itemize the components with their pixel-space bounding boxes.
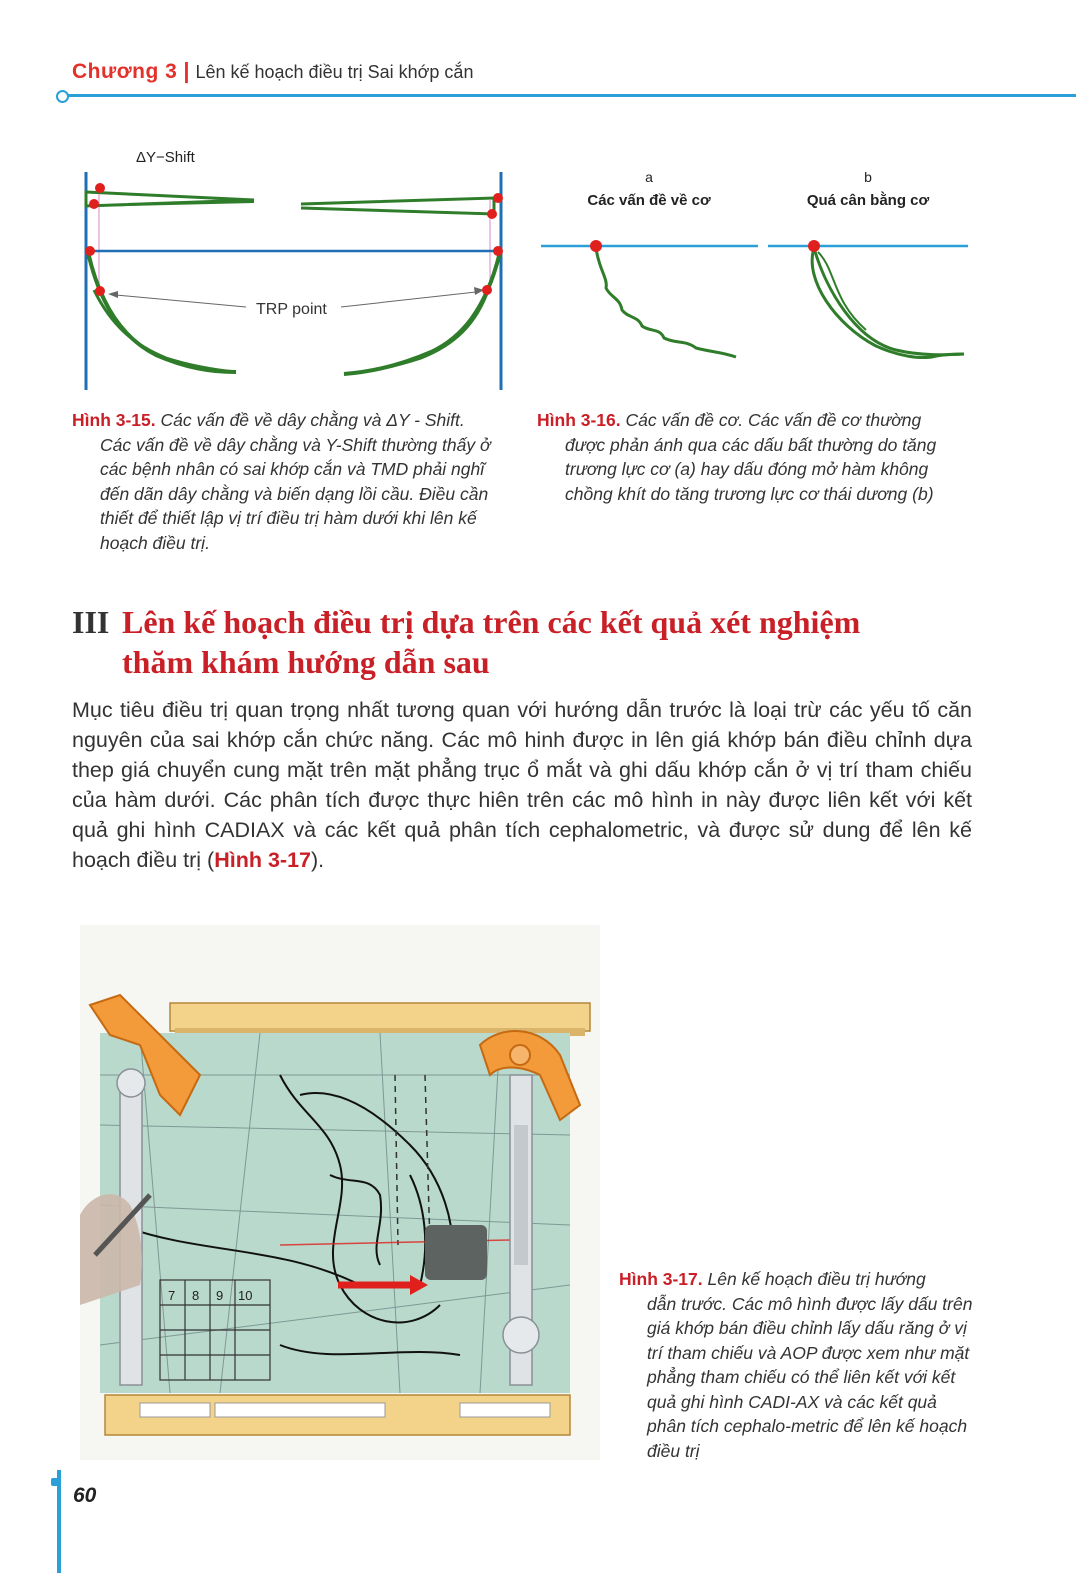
section-heading-line2: thăm khám hướng dẫn sau [122,644,490,680]
caption-figure-3-17 [619,1267,973,1463]
page-edge-dot [51,1478,59,1486]
section-heading-line1: Lên kế hoạch điều trị dựa trên các kết quả xét nghiệm [122,604,861,640]
caption-body: dẫn trước. Các mô hình được lấy dấu trên giá khớp bán điều chỉnh lấy dấu răng ở vị trí tham chiếu và AOP được xem như mặt phẳng tham chiếu có thể liên kết với kết quả ghi hình CADI-AX và các kết quả phân tích cephalo-metric để lên kế hoạch điều trị [647,1293,973,1461]
trp-marker-left [95,286,105,296]
body-paragraph [72,695,972,875]
delta-y-shift-label: ΔY−Shift [136,149,195,166]
caption-figure-3-15 [72,408,517,555]
grid-number: 7 [168,1288,176,1303]
caption-first-line: Lên kế hoạch điều trị hướng [707,1269,926,1289]
grid-number: 8 [192,1288,200,1303]
trp-marker-right [482,285,492,295]
figure-3-17-photo [80,925,600,1460]
figure-3-15-diagram [76,140,516,395]
panel-a-title: Các vấn đề về cơ [587,192,711,209]
marker-panel-a [590,240,602,252]
section-heading [72,602,1002,682]
paragraph-end: ). [311,848,325,872]
trp-point-label: TRP point [256,301,327,318]
header-rule-dot [56,90,69,103]
caption-body: được phản ánh qua các dấu bất thường do tăng trương lực cơ (a) hay dấu đóng mở hàm không chồng khít do tăng trương lực cơ thái dương (b) [565,434,937,504]
caption-label: Hình 3-16. [537,410,621,430]
articulator-top-beam [170,1003,590,1031]
caption-first-line: Các vấn đề về dây chằng và ΔY - Shift. [160,410,465,430]
marker-top-left [95,183,105,193]
panel-a-letter: a [645,169,653,185]
caption-body: Các vấn đề về dây chằng và Y-Shift thường thấy ở các bệnh nhân có sai khớp cắn và TMD phải nghĩ đến dãn dây chằng và biến dạng lồi cầu. Điều cần thiết để thiết lập vị trí điều trị hàm dưới khi lên kế hoạch điều trị. [100,434,491,553]
paragraph-text: Mục tiêu điều trị quan trọng nhất tương quan với hướng dẫn trước là loại trừ các yếu tố căn nguyên của sai khớp cắn chức năng. Các mô hinh được in lên giá khớp bán điều chỉnh dựa thep giá chuyển cung mặt trên mặt phẳng trục ổ mắt và ghi dấu khớp cắn ở vị trí tham chiếu của hàm dưới. Các phân tích được thực hiên trên các mô hình in này được liên kết với kết quả ghi hình CADIAX và các kết quả phân tích cephalometric, và được sử dung để lên kế hoạch điều trị ( [72,698,972,872]
grid-number: 10 [238,1288,253,1303]
contact-pad [425,1225,487,1280]
figure-3-16-diagram [536,160,976,375]
caption-label: Hình 3-15. [72,410,156,430]
grid-number: 9 [216,1288,224,1303]
header-title: Lên kế hoạch điều trị Sai khớp cắn [195,62,474,82]
chapter-label: Chương 3 [72,60,178,83]
caption-figure-3-16 [537,408,975,506]
panel-b-title: Quá cân bằng cơ [806,192,930,209]
section-number: III [72,604,110,640]
figure-reference-link[interactable]: Hình 3-17 [214,848,311,872]
panel-b-letter: b [864,169,872,185]
caption-first-line: Các vấn đề cơ. Các vấn đề cơ thường [625,410,922,430]
page-number: 60 [73,1484,97,1507]
marker-panel-b [808,240,820,252]
page-header [72,58,473,84]
header-separator: | [183,58,190,83]
caption-label: Hình 3-17. [619,1269,703,1289]
header-rule [60,94,1076,97]
